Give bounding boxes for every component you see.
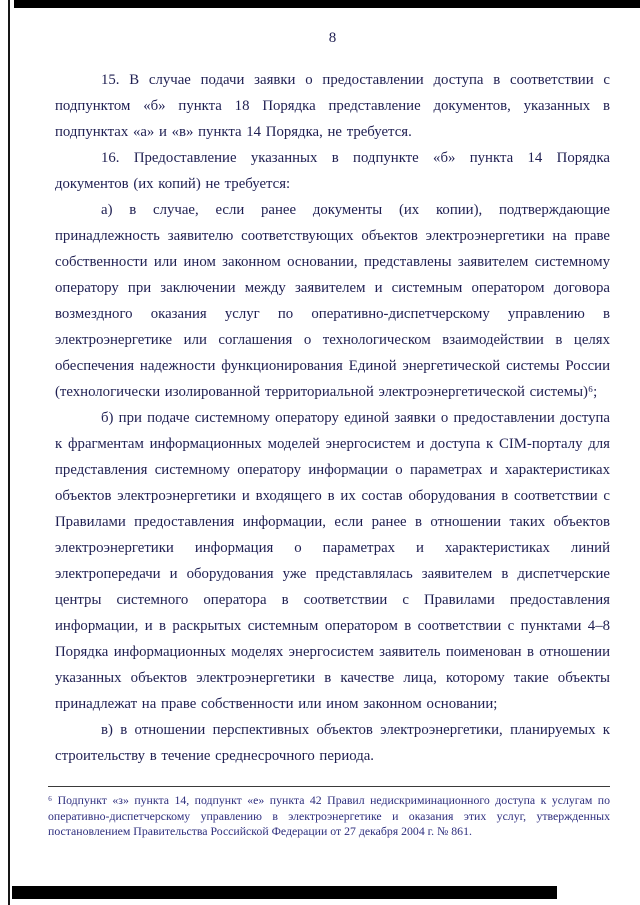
paragraph-16a: а) в случае, если ранее документы (их копии), подтверждающие принадлежность заявителю соответствующих объектов электроэнергетики на праве собственности или ином законном основании, представлены заявителем системному оператору при заключении между заявителем и системным оператором договора возмездного оказания услуг по оперативно-диспетчерскому управлению в электроэнергетике или соглашения о технологическом взаимодействии в целях обеспечения надежности функционирования Единой энергетической системы России (технологически изолированной территориальной электроэнергетической системы)⁶; — [55, 202, 610, 400]
scan-left-border — [8, 0, 10, 905]
page-body — [55, 30, 610, 769]
paragraph-16: 16. Предоставление указанных в подпункте «б» пункта 14 Порядка документов (их копий) не требуется: — [55, 150, 610, 192]
paragraph-16v: в) в отношении перспективных объектов электроэнергетики, планируемых к строительству в течение среднесрочного периода. — [55, 722, 610, 764]
page-number: 8 — [328, 30, 337, 46]
scan-bottom-border — [12, 886, 557, 899]
footnote-text: ⁶ Подпункт «з» пункта 14, подпункт «е» пункта 42 Правил недискриминационного доступа к услугам по оперативно-диспетчерскому управлению в электроэнергетике и оказания этих услуг, утвержденных постановлением Правительства Российской Федерации от 27 декабря 2004 г. № 861. — [48, 793, 610, 838]
footnote — [48, 786, 610, 840]
paragraph-15: 15. В случае подачи заявки о предоставлении доступа в соответствии с подпунктом «б» пункта 18 Порядка представление документов, указанных в подпунктах «а» и «в» пункта 14 Порядка, не требуется. — [55, 72, 610, 140]
paragraph-16b: б) при подаче системному оператору единой заявки о предоставлении доступа к фрагментам информационных моделей энергосистем и доступа к CIM-порталу для представления системному оператору информации о параметрах и характеристиках объектов электроэнергетики и входящего в их состав оборудования в соответствии с Правилами предоставления информации, если ранее в отношении таких объектов электроэнергетики информация о параметрах и характеристиках линий электропередачи и оборудования уже представлялась заявителем в диспетчерские центры системного оператора в соответствии с Правилами предоставления информации, и в раскрытых системным оператором в соответствии с пунктами 4–8 Порядка информационных моделях энергосистем заявитель поименован в отношении указанных объектов электроэнергетики в качестве лица, которому такие объекты принадлежат на праве собственности или ином законном основании; — [55, 410, 610, 712]
scan-top-border — [14, 0, 640, 8]
